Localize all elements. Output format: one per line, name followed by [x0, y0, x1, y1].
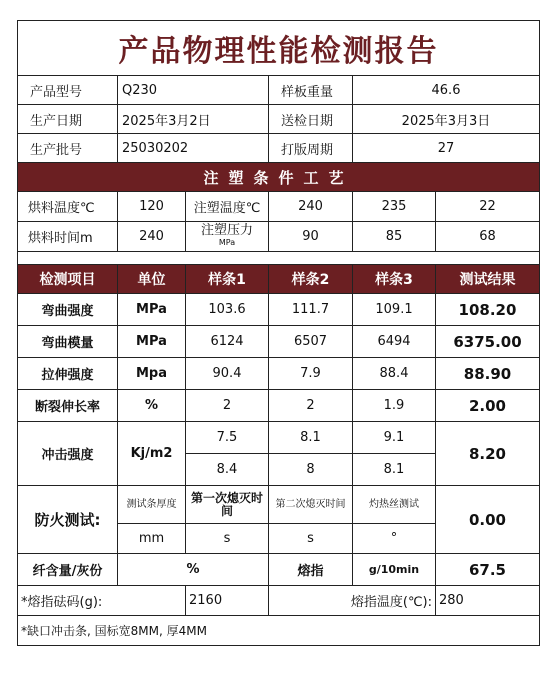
report-table [17, 20, 540, 646]
row-result: 2.00 [436, 390, 540, 422]
fiber-unit: % [118, 554, 269, 586]
fire-second-unit: s [269, 524, 353, 554]
fire-row-1 [18, 486, 540, 524]
header-sample-2: 样条2 [269, 265, 353, 294]
weight-value: 46.6 [353, 76, 540, 105]
cycle-label: 打版周期 [269, 134, 353, 163]
row-sample-2: 111.7 [269, 294, 353, 326]
process-band: 注塑条件工艺 [18, 163, 540, 192]
melt-weight-value: 2160 [186, 586, 269, 616]
send-date-value: 2025年3月3日 [353, 105, 540, 134]
row-unit: MPa [118, 326, 186, 358]
impact-unit: Kj/m2 [118, 422, 186, 486]
row-item: 断裂伸长率 [18, 390, 118, 422]
send-date-label: 送检日期 [269, 105, 353, 134]
impact-item: 冲击强度 [18, 422, 118, 486]
melt-weight-label: *熔指砝码(g): [18, 586, 186, 616]
fiber-row [18, 554, 540, 586]
inj-pressure-3: 68 [436, 222, 540, 252]
impact-sample-2b: 8 [269, 454, 353, 486]
row-sample-3: 1.9 [353, 390, 436, 422]
inj-temp-1: 240 [269, 192, 353, 222]
batch-value: 25030202 [118, 134, 269, 163]
prod-date-label: 生产日期 [18, 105, 118, 134]
table-row [18, 358, 540, 390]
prod-date-value: 2025年3月2日 [118, 105, 269, 134]
inj-temp-2: 235 [353, 192, 436, 222]
table-row [18, 326, 540, 358]
inj-pressure-unit: MPa [218, 237, 236, 247]
dry-temp-label: 烘料温度℃ [18, 192, 118, 222]
fire-wire-unit: ° [353, 524, 436, 554]
row-sample-2: 2 [269, 390, 353, 422]
melt-temp-label: 熔指温度(℃): [269, 586, 436, 616]
inj-pressure-cell [186, 222, 269, 252]
report-title: 产品物理性能检测报告 [18, 21, 540, 76]
report-sheet [17, 20, 539, 646]
impact-sample-1b: 8.4 [186, 454, 269, 486]
header-unit: 单位 [118, 265, 186, 294]
note-row [18, 616, 540, 646]
melt-label: 熔指 [269, 554, 353, 586]
dry-temp-value: 120 [118, 192, 186, 222]
row-sample-1: 2 [186, 390, 269, 422]
row-item: 拉伸强度 [18, 358, 118, 390]
row-sample-1: 103.6 [186, 294, 269, 326]
impact-sample-1a: 7.5 [186, 422, 269, 454]
inj-pressure-label: 注塑压力 [200, 222, 253, 238]
impact-row-1 [18, 422, 540, 454]
footer-row [18, 586, 540, 616]
row-sample-3: 88.4 [353, 358, 436, 390]
weight-label: 样板重量 [269, 76, 353, 105]
test-header-row [18, 265, 540, 294]
model-label: 产品型号 [18, 76, 118, 105]
row-unit: MPa [118, 294, 186, 326]
fire-item: 防火测试: [18, 486, 118, 554]
inj-pressure-1: 90 [269, 222, 353, 252]
row-sample-1: 6124 [186, 326, 269, 358]
fire-thickness-label: 测试条厚度 [118, 486, 186, 524]
header-item: 检测项目 [18, 265, 118, 294]
model-value: Q230 [118, 76, 269, 105]
inj-temp-3: 22 [436, 192, 540, 222]
row-item: 弯曲模量 [18, 326, 118, 358]
fire-first-label: 第一次熄灭时间 [186, 486, 269, 524]
row-result: 108.20 [436, 294, 540, 326]
fire-thickness-unit: mm [118, 524, 186, 554]
row-unit: % [118, 390, 186, 422]
row-result: 6375.00 [436, 326, 540, 358]
row-sample-2: 7.9 [269, 358, 353, 390]
table-row [18, 294, 540, 326]
melt-unit: g/10min [353, 554, 436, 586]
fiber-item: 纤含量/灰份 [18, 554, 118, 586]
row-result: 88.90 [436, 358, 540, 390]
inj-temp-label: 注塑温度℃ [186, 192, 269, 222]
dry-time-label: 烘料时间m [18, 222, 118, 252]
row-sample-3: 6494 [353, 326, 436, 358]
row-sample-3: 109.1 [353, 294, 436, 326]
header-sample-1: 样条1 [186, 265, 269, 294]
row-item: 弯曲强度 [18, 294, 118, 326]
row-unit: Mpa [118, 358, 186, 390]
spacer-row [18, 252, 540, 265]
fire-first-unit: s [186, 524, 269, 554]
fire-second-label: 第二次熄灭时间 [269, 486, 353, 524]
impact-sample-3a: 9.1 [353, 422, 436, 454]
impact-sample-3b: 8.1 [353, 454, 436, 486]
cycle-value: 27 [353, 134, 540, 163]
batch-label: 生产批号 [18, 134, 118, 163]
fire-wire-label: 灼热丝测试 [353, 486, 436, 524]
impact-result: 8.20 [436, 422, 540, 486]
fire-result: 0.00 [436, 486, 540, 554]
header-result: 测试结果 [436, 265, 540, 294]
header-sample-3: 样条3 [353, 265, 436, 294]
melt-temp-value: 280 [436, 586, 540, 616]
footer-note: *缺口冲击条, 国标宽8MM, 厚4MM [18, 616, 540, 646]
table-row [18, 390, 540, 422]
impact-sample-2a: 8.1 [269, 422, 353, 454]
row-sample-1: 90.4 [186, 358, 269, 390]
row-sample-2: 6507 [269, 326, 353, 358]
fiber-result: 67.5 [436, 554, 540, 586]
inj-pressure-2: 85 [353, 222, 436, 252]
dry-time-value: 240 [118, 222, 186, 252]
